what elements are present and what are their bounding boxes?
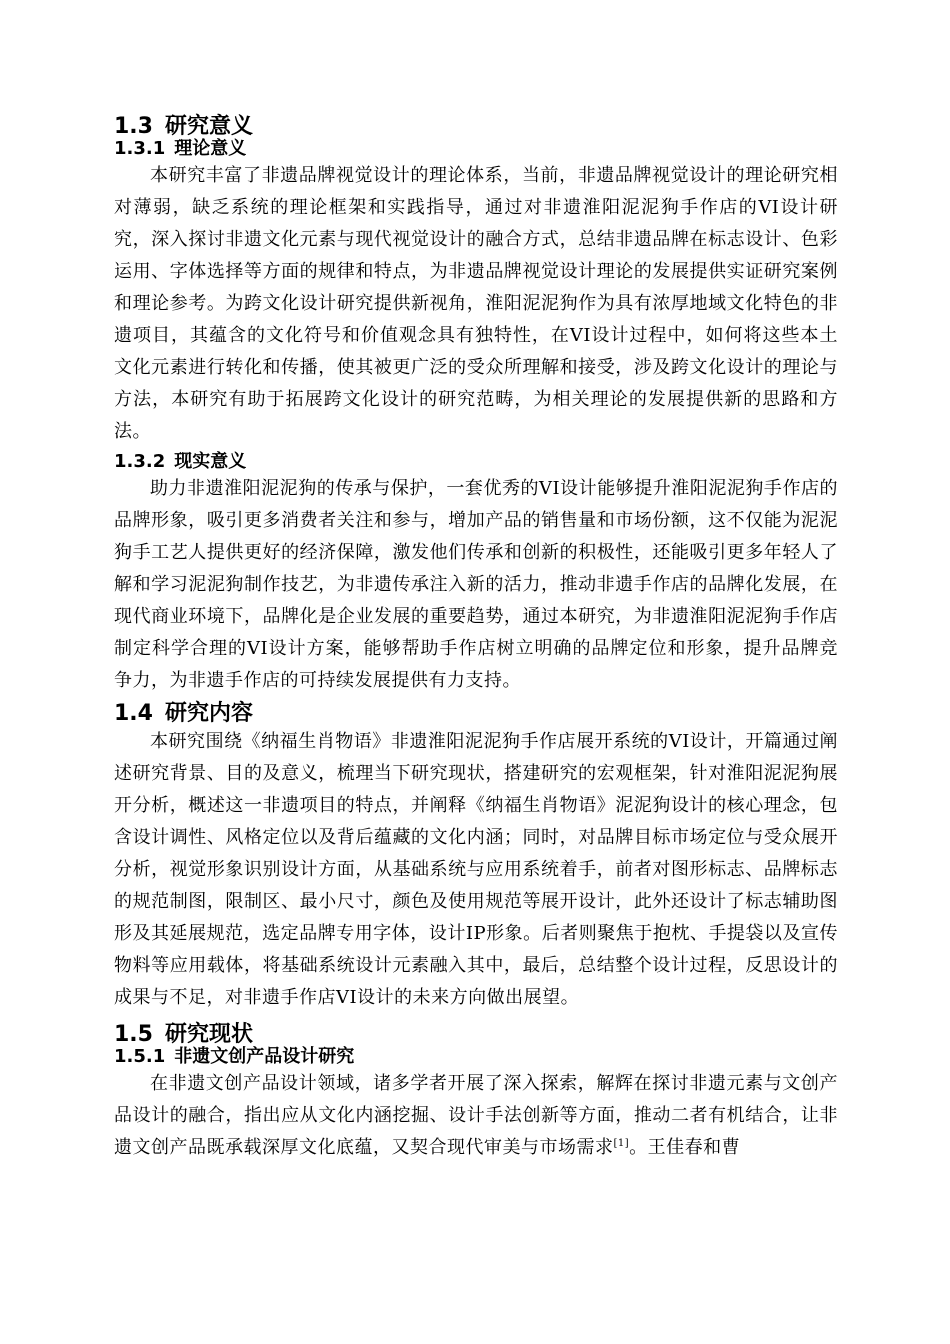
citation-reference: [1] <box>613 1137 630 1149</box>
subsection-heading-1-5-1 <box>114 1047 838 1068</box>
subsection-title: 理论意义 <box>174 138 247 160</box>
paragraph-text-continued: 。王佳春和曹 <box>629 1136 741 1158</box>
paragraph-theoretical-significance: 本研究丰富了非遗品牌视觉设计的理论体系，当前，非遗品牌视觉设计的理论研究相对薄弱，缺乏系统的理论框架和实践指导，通过对非遗淮阳泥泥狗手作店的VI设计研究，深入探讨非遗文化元素与现代视觉设计的融合方式，总结非遗品牌在标志设计、色彩运用、字体选择等方面的规律和特点，为非遗品牌视觉设计理论的发展提供实证研究案例和理论参考。为跨文化设计研究提供新视角，淮阳泥泥狗作为具有浓厚地域文化特色的非遗项目，其蕴含的文化符号和价值观念具有独特性，在VI设计过程中，如何将这些本土文化元素进行转化和传播，使其被更广泛的受众所理解和接受，涉及跨文化设计的理论与方法，本研究有助于拓展跨文化设计的研究范畴，为相关理论的发展提供新的思路和方法。 <box>114 164 838 442</box>
paragraph-practical-significance: 助力非遗淮阳泥泥狗的传承与保护，一套优秀的VI设计能够提升淮阳泥泥狗手作店的品牌形象，吸引更多消费者关注和参与，增加产品的销售量和市场份额，这不仅能为泥泥狗手工艺人提供更好的经济保障，激发他们传承和创新的积极性，还能吸引更多年轻人了解和学习泥泥狗制作技艺，为非遗传承注入新的活力，推动非遗手作店的品牌化发展，在现代商业环境下，品牌化是企业发展的重要趋势，通过本研究，为非遗淮阳泥泥狗手作店制定科学合理的VI设计方案，能够帮助手作店树立明确的品牌定位和形象，提升品牌竞争力，为非遗手作店的可持续发展提供有力支持。 <box>114 477 838 691</box>
subsection-number: 1.5.1 <box>114 1046 166 1068</box>
document-page <box>114 114 838 1164</box>
section-title: 研究意义 <box>164 114 253 139</box>
paragraph-research-content: 本研究围绕《纳福生肖物语》非遗淮阳泥泥狗手作店展开系统的VI设计，开篇通过阐述研究背景、目的及意义，梳理当下研究现状，搭建研究的宏观框架，针对淮阳泥泥狗展开分析，概述这一非遗项目的特点，并阐释《纳福生肖物语》泥泥狗设计的核心理念，包含设计调性、风格定位以及背后蕴藏的文化内涵；同时，对品牌目标市场定位与受众展开分析，视觉形象识别设计方面，从基础系统与应用系统着手，前者对图形标志、品牌标志的规范制图，限制区、最小尺寸，颜色及使用规范等展开设计，此外还设计了标志辅助图形及其延展规范，选定品牌专用字体，设计IP形象。后者则聚焦于抱枕、手提袋以及宣传物料等应用载体，将基础系统设计元素融入其中，最后，总结整个设计过程，反思设计的成果与不足，对非遗手作店VI设计的未来方向做出展望。 <box>114 730 838 1008</box>
section-number: 1.4 <box>114 700 153 726</box>
paragraph-text: 在非遗文创产品设计领域，诸多学者开展了深入探索，解辉在探讨非遗元素与文创产品设计的融合，指出应从文化内涵挖掘、设计手法创新等方面，推动二者有机结合，让非遗文创产品既承载深厚文化底蕴，又契合现代审美与市场需求 <box>114 1072 838 1158</box>
subsection-heading-1-3-1 <box>114 139 838 160</box>
section-title: 研究现状 <box>164 1021 253 1047</box>
section-heading-1-4 <box>114 701 838 726</box>
section-number: 1.3 <box>114 114 153 139</box>
subsection-title: 非遗文创产品设计研究 <box>174 1046 355 1068</box>
section-heading-1-3 <box>114 114 838 139</box>
section-title: 研究内容 <box>164 700 253 726</box>
subsection-number: 1.3.2 <box>114 450 166 472</box>
subsection-heading-1-3-2 <box>114 452 838 473</box>
section-number: 1.5 <box>114 1021 153 1047</box>
section-heading-1-5 <box>114 1022 838 1047</box>
paragraph-intangible-heritage-design-research <box>114 1068 838 1164</box>
subsection-title: 现实意义 <box>174 450 247 472</box>
subsection-number: 1.3.1 <box>114 138 166 160</box>
